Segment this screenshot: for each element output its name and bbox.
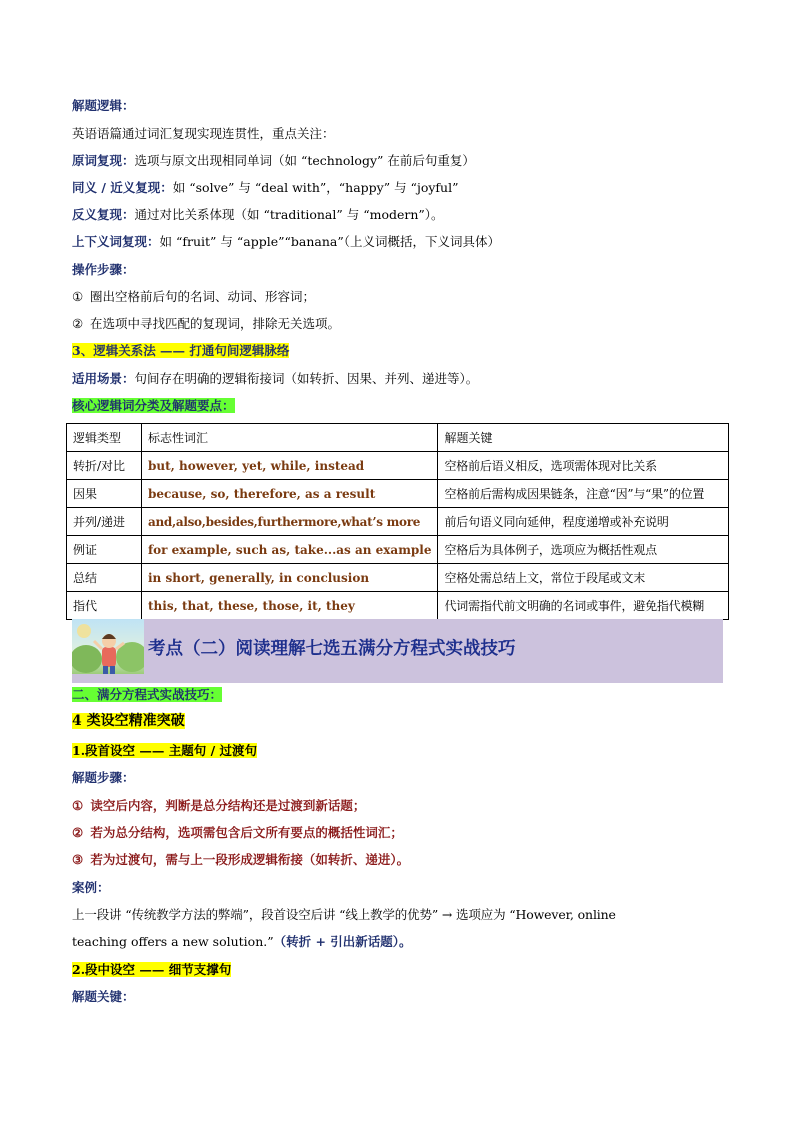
item-text: 如 “solve” 与 “deal with”，“happy” 与 “joyful” <box>172 180 459 195</box>
table-cell: in short, generally, in conclusion <box>142 564 438 592</box>
table-cell: 因果 <box>67 480 142 508</box>
banner-title: 考点（二）阅读理解七选五满分方程式实战技巧 <box>148 639 516 659</box>
item-hypernym <box>72 234 500 250</box>
item-antonym <box>72 207 444 223</box>
scene-text: 句间存在明确的逻辑衔接词（如转折、因果、并列、递进等）。 <box>134 371 479 386</box>
topic-banner <box>72 619 723 683</box>
table-cell: because, so, therefore, as a result <box>142 480 438 508</box>
table-row <box>67 564 729 592</box>
step-marker: ② <box>72 316 84 331</box>
table-row <box>67 452 729 480</box>
table-cell: 并列/递进 <box>67 508 142 536</box>
table-cell: 指代 <box>67 592 142 620</box>
step-item <box>72 289 315 305</box>
scene-label: 适用场景： <box>72 371 135 386</box>
section3-title: 3、逻辑关系法 —— 打通句间逻辑脉络 <box>72 343 290 358</box>
table-caption: 核心逻辑词分类及解题要点： <box>72 398 235 413</box>
table-cell: 空格前后语义相反，选项需体现对比关系 <box>438 452 729 480</box>
table-cell: 转折/对比 <box>67 452 142 480</box>
table-row <box>67 508 729 536</box>
step-text: 在选项中寻找匹配的复现词，排除无关选项。 <box>89 316 340 331</box>
step-text: 若为总分结构，选项需包含后文所有要点的概括性词汇； <box>90 825 403 840</box>
table-cell: 前后句语义同向延伸，程度递增或补充说明 <box>438 508 729 536</box>
step-marker: ③ <box>72 852 84 867</box>
step-text: 读空后内容，判断是总分结构还是过渡到新话题； <box>90 798 366 813</box>
step-marker: ② <box>72 825 84 840</box>
scene-line <box>72 371 478 387</box>
table-cell: for example, such as, take...as an example <box>142 536 438 564</box>
child-illustration-icon <box>72 619 144 674</box>
item-label: 上下义词复现： <box>72 234 160 249</box>
example-note: （转折 + 引出新话题）。 <box>273 934 412 949</box>
item-label: 原词复现： <box>72 153 135 168</box>
example-line-1: 上一段讲 “传统教学方法的弊端”，段首设空后讲 “线上教学的优势” → 选项应为 “However, online <box>72 907 616 922</box>
part1-steps-heading: 解题步骤： <box>72 770 135 785</box>
table-header-cell: 标志性词汇 <box>142 424 438 452</box>
step-text: 若为过渡句，需与上一段形成逻辑衔接（如转折、递进）。 <box>90 852 410 867</box>
step-item <box>72 316 340 332</box>
item-original-word <box>72 153 475 169</box>
item-text: 选项与原文出现相同单词（如 “technology” 在前后句重复） <box>134 153 475 168</box>
table-caption-line <box>72 398 235 414</box>
part1-step <box>72 852 409 868</box>
part1-step <box>72 825 403 841</box>
table-cell: 代词需指代前文明确的名词或事件，避免指代模糊 <box>438 592 729 620</box>
section-two-heading: 二、满分方程式实战技巧： <box>72 687 223 702</box>
part1-title-line <box>72 743 257 759</box>
logic-words-table <box>66 423 729 620</box>
table-header-cell: 逻辑类型 <box>67 424 142 452</box>
table-row <box>67 536 729 564</box>
item-synonym <box>72 180 458 196</box>
example-heading: 案例： <box>72 880 110 895</box>
steps-heading: 操作步骤： <box>72 262 135 277</box>
logic-intro: 英语语篇通过词汇复现实现连贯性，重点关注： <box>72 126 335 141</box>
table-cell: 总结 <box>67 564 142 592</box>
item-text: 通过对比关系体现（如 “traditional” 与 “modern”）。 <box>134 207 444 222</box>
step-text: 圈出空格前后句的名词、动词、形容词； <box>89 289 315 304</box>
table-header-cell: 解题关键 <box>438 424 729 452</box>
table-cell: this, that, these, those, it, they <box>142 592 438 620</box>
table-cell: 空格后为具体例子，选项应为概括性观点 <box>438 536 729 564</box>
logic-heading: 解题逻辑： <box>72 98 135 113</box>
item-text: 如 “fruit” 与 “apple”“banana”（上义词概括，下义词具体） <box>159 234 501 249</box>
step-marker: ① <box>72 289 84 304</box>
table-row <box>67 592 729 620</box>
table-cell: and,also,besides,furthermore,what’s more <box>142 508 438 536</box>
table-cell: 空格前后需构成因果链条，注意“因”与“果”的位置 <box>438 480 729 508</box>
item-label: 反义复现： <box>72 207 135 222</box>
table-cell: 例证 <box>67 536 142 564</box>
section3-title-line <box>72 343 289 359</box>
section-two-heading-line <box>72 687 222 703</box>
table-row <box>67 480 729 508</box>
item-label: 同义 / 近义复现： <box>72 180 173 195</box>
example-line-2 <box>72 934 412 950</box>
part1-title: 1.段首设空 —— 主题句 / 过渡句 <box>72 743 258 758</box>
part2-key-heading: 解题关键： <box>72 989 135 1004</box>
table-cell: but, however, yet, while, instead <box>142 452 438 480</box>
example-text: teaching offers a new solution.” <box>72 934 274 949</box>
section-two-subheading: 4 类设空精准突破 <box>72 713 185 729</box>
part1-step <box>72 798 365 814</box>
step-marker: ① <box>72 798 84 813</box>
table-cell: 空格处需总结上文，常位于段尾或文末 <box>438 564 729 592</box>
section-two-subheading-line <box>72 713 185 729</box>
part2-title-line <box>72 962 231 978</box>
table-header-row <box>67 424 729 452</box>
part2-title: 2.段中设空 —— 细节支撑句 <box>72 962 232 977</box>
